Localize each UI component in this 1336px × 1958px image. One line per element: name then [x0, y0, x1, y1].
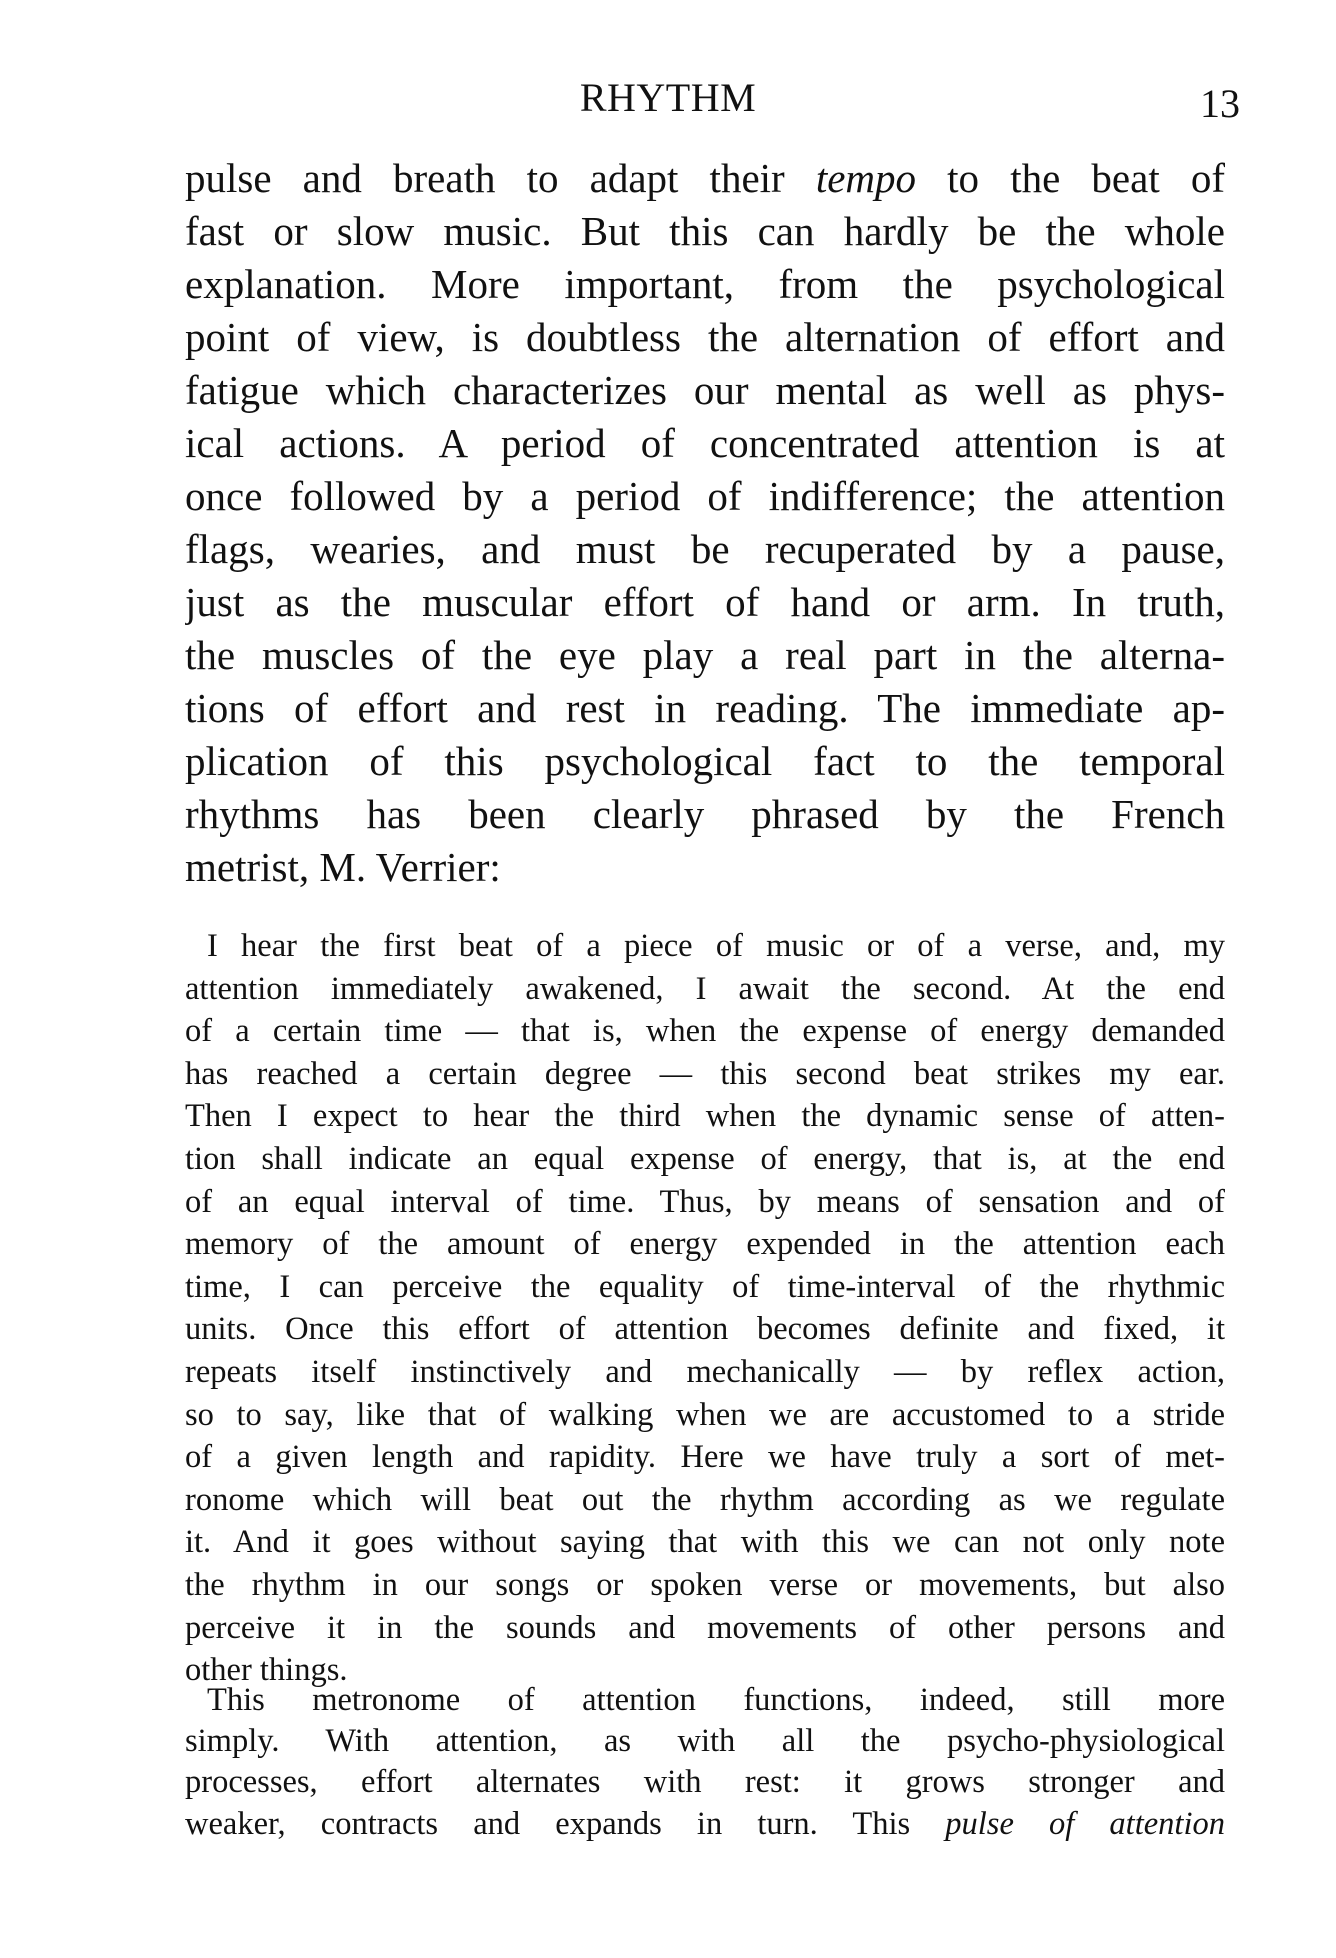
block-quote	[185, 925, 1225, 1692]
text-segment: rhythms has been clearly phrased by the French	[185, 791, 1225, 837]
running-head: RHYTHM	[579, 75, 757, 120]
text-segment: other things.	[185, 1652, 348, 1689]
text-segment: attention immediately awakened, I await the second. At the end	[185, 970, 1225, 1007]
text-line	[185, 1564, 1225, 1607]
text-line	[185, 1308, 1225, 1351]
text-segment: ronome which will beat out the rhythm according as we regulate	[185, 1481, 1225, 1518]
text-line	[185, 788, 1225, 841]
text-segment: This metronome of attention functions, indeed, still more	[207, 1682, 1225, 1718]
text-segment: point of view, is doubtless the alternation of effort and	[185, 314, 1225, 360]
text-line	[185, 1394, 1225, 1437]
text-segment: simply. With attention, as with all the psycho-physiological	[185, 1723, 1225, 1760]
text-segment: perceive it in the sounds and movements of other persons and	[185, 1609, 1225, 1646]
text-segment: so to say, like that of walking when we are accustomed to a stride	[185, 1396, 1225, 1433]
text-line	[185, 1095, 1225, 1138]
text-segment: of a given length and rapidity. Here we have truly a sort of met-	[185, 1439, 1225, 1476]
text-segment: processes, effort alternates with rest: it grows stronger and	[185, 1764, 1225, 1801]
text-line	[185, 1721, 1225, 1762]
text-segment: once followed by a period of indifference; the attention	[185, 473, 1225, 519]
text-line	[185, 1351, 1225, 1394]
text-line	[185, 1436, 1225, 1479]
body-paragraph-2	[185, 1680, 1225, 1845]
italic-text: pulse of attention	[945, 1805, 1225, 1842]
text-segment: it. And it goes without saying that with this we can not only note	[185, 1524, 1225, 1561]
text-segment: fast or slow music. But this can hardly be the whole	[185, 208, 1225, 254]
text-line	[185, 968, 1225, 1011]
text-line	[185, 1266, 1225, 1309]
text-segment: tion shall indicate an equal expense of energy, that is, at the end	[185, 1140, 1225, 1177]
text-line	[185, 364, 1225, 417]
text-line	[185, 1053, 1225, 1096]
text-line	[185, 152, 1225, 205]
text-segment: weaker, contracts and expands in turn. This	[185, 1805, 946, 1842]
text-segment: time, I can perceive the equality of time-interval of the rhythmic	[185, 1268, 1225, 1305]
text-segment: I hear the first beat of a piece of music or of a verse, and, my	[207, 928, 1225, 964]
page-number: 13	[1200, 81, 1240, 126]
text-segment: explanation. More important, from the psychological	[185, 261, 1225, 307]
text-segment: metrist, M. Verrier:	[185, 844, 501, 890]
text-segment: the muscles of the eye play a real part in the alterna-	[185, 632, 1225, 678]
text-line	[185, 205, 1225, 258]
text-line	[185, 1680, 1225, 1721]
text-line	[185, 925, 1225, 968]
text-line	[185, 1804, 1225, 1845]
text-line	[185, 1479, 1225, 1522]
text-line	[185, 735, 1225, 788]
text-line	[185, 1762, 1225, 1803]
text-segment: tions of effort and rest in reading. The immediate ap-	[185, 685, 1225, 731]
text-line	[185, 1223, 1225, 1266]
text-line	[185, 1521, 1225, 1564]
text-line	[185, 311, 1225, 364]
text-segment: of a certain time — that is, when the expense of energy demanded	[185, 1013, 1225, 1050]
text-line	[185, 523, 1225, 576]
text-segment: ical actions. A period of concentrated attention is at	[185, 420, 1225, 466]
text-line	[185, 629, 1225, 682]
text-segment: of an equal interval of time. Thus, by means of sensation and of	[185, 1183, 1225, 1220]
text-line	[185, 841, 1225, 894]
text-segment: repeats itself instinctively and mechanically — by reflex action,	[185, 1353, 1225, 1390]
text-segment: plication of this psychological fact to the temporal	[185, 738, 1225, 784]
text-segment: the rhythm in our songs or spoken verse or movements, but also	[185, 1566, 1225, 1603]
text-segment: Then I expect to hear the third when the dynamic sense of atten-	[185, 1098, 1225, 1135]
text-segment: has reached a certain degree — this second beat strikes my ear.	[185, 1055, 1225, 1092]
text-line	[185, 682, 1225, 735]
italic-text: tempo	[815, 155, 917, 201]
text-line	[185, 1181, 1225, 1224]
text-segment: fatigue which characterizes our mental as well as phys-	[185, 367, 1225, 413]
text-line	[185, 1138, 1225, 1181]
text-segment: flags, wearies, and must be recuperated by a pause,	[185, 526, 1225, 572]
text-line	[185, 470, 1225, 523]
text-segment: to the beat of	[916, 155, 1225, 201]
text-segment: memory of the amount of energy expended in the attention each	[185, 1226, 1225, 1263]
text-line	[185, 576, 1225, 629]
body-paragraph	[185, 152, 1225, 894]
text-line	[185, 1607, 1225, 1650]
text-line	[185, 1010, 1225, 1053]
text-segment: units. Once this effort of attention becomes definite and fixed, it	[185, 1311, 1225, 1348]
text-line	[185, 417, 1225, 470]
text-segment: just as the muscular effort of hand or arm. In truth,	[185, 579, 1225, 625]
text-line	[185, 258, 1225, 311]
text-segment: pulse and breath to adapt their	[185, 155, 816, 201]
